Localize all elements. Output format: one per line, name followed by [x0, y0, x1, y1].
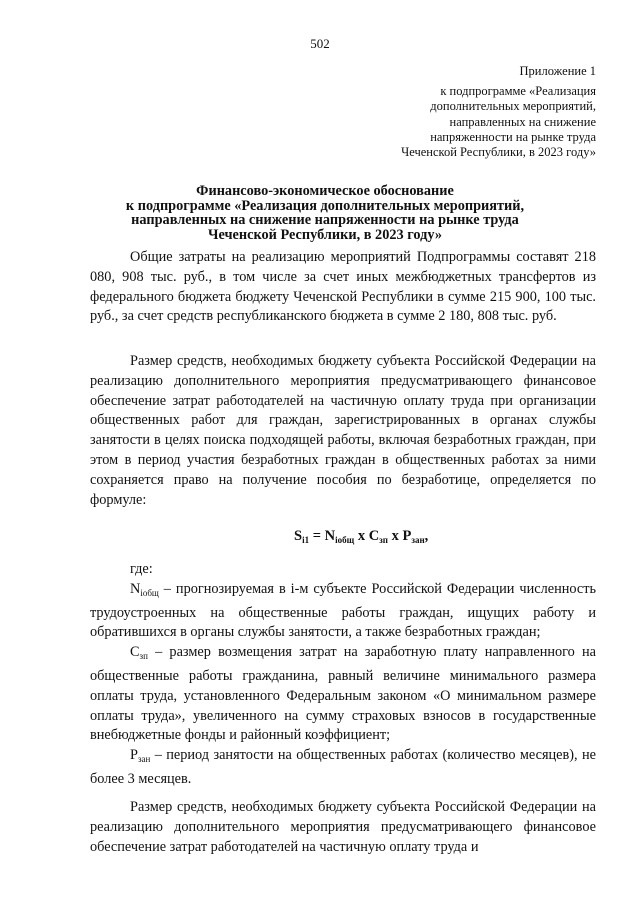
title-line: направленных на снижение напряженности на рынке труда — [131, 212, 519, 229]
definition-var: P — [130, 747, 138, 764]
formula-part: x C — [354, 528, 380, 544]
appendix-line: дополнительных мероприятий, — [430, 99, 596, 114]
formula — [294, 528, 428, 545]
definition-item — [90, 580, 596, 643]
definition-var: N — [130, 580, 141, 597]
definition-sub: зан — [137, 754, 151, 765]
title-line: Финансово-экономическое обоснование — [196, 183, 454, 199]
formula-sub: iобщ — [335, 535, 355, 545]
definition-text: – период занятости на общественных работах (количество месяцев), не более 3 месяцев. — [90, 747, 596, 787]
formula-sub: зан — [411, 535, 425, 545]
definition-item — [90, 746, 596, 790]
paragraph-total-costs — [90, 248, 596, 327]
paragraph-text: Общие затраты на реализацию мероприятий Подпрограммы составят 218 080, 908 тыс. руб., в том числе за счет иных межбюджетных трансфертов из федерального бюджета бюджету Чеченской Республики в сумме 215 900, 100 тыс. руб., за счет средств республиканского бюджета в сумме 2 180, 808 тыс. руб. — [90, 249, 596, 325]
title-line: к подпрограмме «Реализация дополнительных мероприятий, — [125, 197, 525, 214]
definition-text: – размер возмещения затрат на заработную плату направленного на общественные работы гражданина, равный величине минимального размера оплаты труда, установленного Федеральным законом «О минимальном размере оплаты труда», увеличенного на сумму страховых взносов в государственные внебюджетные фонды и районный коэффициент; — [90, 644, 596, 744]
document-title — [90, 184, 560, 242]
formula-sub: i1 — [302, 535, 310, 545]
formula-part: = N — [309, 528, 336, 544]
paragraph-text: Размер средств, необходимых бюджету субъекта Российской Федерации на реализацию дополнительного мероприятия предусматривающего финансовое обеспечение затрат работодателей на частичную оплату труда при организации общественных работ для граждан, зарегистрированных в органах службы занятости в целях поиска подходящей работы, включая безработных граждан, при этом в период участия безработных граждан в общественных работах за ними сохраняется право на получение пособия по безработице, определяется по формуле: — [90, 353, 596, 508]
paragraph-continued — [90, 798, 596, 857]
formula-part: x P — [387, 528, 412, 544]
title-line: Чеченской Республики, в 2023 году» — [208, 226, 442, 243]
definitions-block — [90, 560, 596, 790]
formula-lhs: S — [294, 528, 303, 544]
definition-var: C — [130, 644, 140, 661]
definition-sub: зп — [139, 651, 148, 662]
page-number: 502 — [310, 36, 330, 51]
paragraph-text: Размер средств, необходимых бюджету субъекта Российской Федерации на реализацию дополнительного мероприятия предусматривающего финансовое обеспечение затрат работодателей на частичную оплату труда и — [90, 799, 596, 855]
definition-item — [90, 643, 596, 746]
appendix-block — [356, 64, 596, 160]
appendix-title: Приложение 1 — [519, 64, 596, 78]
appendix-line: к подпрограмме «Реализация — [440, 84, 596, 99]
paragraph-formula-intro — [90, 352, 596, 510]
where-label: где: — [130, 561, 153, 577]
definition-sub: iобщ — [140, 587, 159, 598]
formula-sub: зп — [379, 535, 388, 545]
appendix-line: направленных на снижение — [449, 114, 596, 129]
appendix-line: Чеченской Республики, в 2023 году» — [401, 145, 596, 160]
definition-text: – прогнозируемая в i-м субъекте Российской Федерации численность трудоустроенных на общественные работы граждан, ищущих работу и обратившихся в органы службы занятости, а также безработных граждан; — [90, 580, 596, 641]
appendix-line: напряженности на рынке труда — [430, 129, 596, 144]
formula-part: , — [424, 528, 429, 544]
